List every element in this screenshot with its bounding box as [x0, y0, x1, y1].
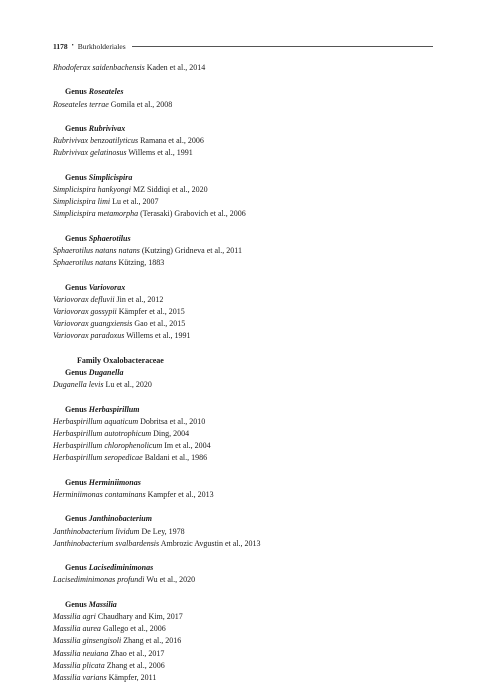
genus-prefix: Genus: [65, 367, 87, 377]
species-entry: [53, 294, 433, 306]
genus-name: Herbaspirillum: [88, 404, 140, 414]
species-entry: [53, 416, 433, 428]
genus-heading: [53, 282, 433, 294]
species-name: Variovorax defluvii: [53, 294, 115, 304]
species-name: Simplicispira hankyongi: [53, 184, 131, 194]
genus-prefix: Genus: [65, 477, 87, 487]
genus-heading: [53, 367, 433, 379]
genus-heading: [53, 172, 433, 184]
species-entry: [53, 611, 433, 623]
species-authority: Willems et al., 1991: [126, 331, 191, 341]
genus-prefix: Genus: [65, 563, 87, 573]
genus-name: Duganella: [88, 367, 124, 377]
species-name: Massilia plicata: [53, 660, 105, 670]
genus-section: [53, 477, 433, 501]
genus-prefix: Genus: [65, 282, 87, 292]
species-name: Herbaspirillum aquaticum: [53, 416, 139, 426]
species-authority: Gallego et al., 2006: [102, 624, 166, 634]
species-name: Massilia agri: [53, 611, 96, 621]
genus-heading: [53, 404, 433, 416]
species-authority: Kampfer et al., 2013: [147, 489, 214, 499]
species-name: Janthinobacterium svalbardensis: [53, 538, 160, 548]
species-name: Herminiimonas contaminans: [53, 489, 146, 499]
species-entry: [53, 99, 433, 111]
species-entry: [53, 147, 433, 159]
species-name: Variovorax gossypii: [53, 306, 117, 316]
species-name: Lacisediminimonas profundi: [53, 575, 145, 585]
family-heading: Family Oxalobacteraceae: [77, 355, 164, 365]
species-authority: Kaden et al., 2014: [146, 63, 206, 72]
species-entry: [53, 672, 433, 684]
genus-name: Rubrivivax: [88, 123, 126, 133]
species-authority: Gao et al., 2015: [134, 319, 186, 329]
genus-section: [53, 233, 433, 270]
species-authority: Im et al., 2004: [164, 441, 211, 451]
species-authority: Kämpfer, 2011: [108, 672, 157, 682]
species-authority: Baldani et al., 1986: [144, 453, 208, 463]
species-authority: Ding, 2004: [153, 428, 190, 438]
species-entry: [53, 379, 433, 391]
genus-heading: [53, 477, 433, 489]
header-separator: •: [71, 43, 74, 49]
genus-name: Roseateles: [88, 87, 124, 97]
genus-section: [53, 282, 433, 343]
species-name: Variovorax paradoxus: [53, 331, 125, 341]
species-name: Herbaspirillum autotrophicum: [53, 428, 152, 438]
species-authority: Gomila et al., 2008: [110, 99, 173, 109]
species-authority: De Ley, 1978: [141, 526, 185, 536]
header-rule: [132, 46, 433, 47]
species-entry: [53, 135, 433, 147]
genus-name: Sphaerotilus: [88, 233, 131, 243]
species-name: Rhodoferax saidenbachensis: [53, 63, 145, 72]
genus-section: [53, 404, 433, 465]
genus-prefix: Genus: [65, 123, 87, 133]
species-list: [53, 62, 433, 696]
species-authority: MZ Siddiqi et al., 2020: [133, 184, 208, 194]
genus-name: Simplicispira: [88, 172, 133, 182]
species-authority: Kützing, 1883: [118, 258, 165, 268]
genus-prefix: Genus: [65, 87, 87, 97]
species-entry: [53, 208, 433, 220]
running-title: Burkholderiales: [77, 41, 126, 51]
genus-prefix: Genus: [65, 514, 87, 524]
species-entry: [53, 574, 433, 586]
species-entry: [53, 62, 433, 74]
genus-heading: [53, 86, 433, 98]
species-name: Herbaspirillum chlorophenolicum: [53, 441, 163, 451]
page-number: 1178: [53, 41, 68, 51]
species-authority: Zhang et al., 2016: [123, 636, 182, 646]
species-entry: [53, 452, 433, 464]
species-authority: Dobritsa et al., 2010: [140, 416, 206, 426]
species-entry: [53, 526, 433, 538]
species-entry: [53, 306, 433, 318]
species-authority: (Terasaki) Grabovich et al., 2006: [140, 209, 246, 219]
genus-section: [53, 123, 433, 160]
genus-name: Massilia: [88, 599, 117, 609]
species-name: Herbaspirillum seropedicae: [53, 453, 143, 463]
species-authority: Wu et al., 2020: [146, 575, 196, 585]
species-name: Massilia varians: [53, 672, 107, 682]
genus-name: Herminiimonas: [88, 477, 141, 487]
species-name: Massilia ginsengisoli: [53, 636, 122, 646]
genus-section: [53, 355, 433, 392]
species-name: Simplicispira limi: [53, 197, 111, 207]
species-entry: [53, 660, 433, 672]
species-authority: Willems et al., 1991: [128, 148, 193, 158]
genus-prefix: Genus: [65, 233, 87, 243]
species-name: Duganella levis: [53, 380, 104, 390]
species-entry: [53, 330, 433, 342]
species-authority: Jin et al., 2012: [116, 294, 164, 304]
genus-prefix: Genus: [65, 404, 87, 414]
species-name: Massilia neuiana: [53, 648, 109, 658]
species-entry: [53, 538, 433, 550]
genus-section: [53, 62, 433, 74]
species-name: Janthinobacterium lividum: [53, 526, 140, 536]
species-name: Roseateles terrae: [53, 99, 109, 109]
species-authority: Zhao et al., 2017: [110, 648, 165, 658]
genus-section: [53, 562, 433, 586]
species-entry: [53, 196, 433, 208]
species-authority: (Kutzing) Gridneva et al., 2011: [141, 245, 242, 255]
genus-heading: [53, 599, 433, 611]
genus-section: [53, 86, 433, 110]
running-header: [53, 40, 433, 52]
genus-name: Variovorax: [88, 282, 126, 292]
species-authority: Ambrozic Avgustin et al., 2013: [160, 538, 261, 548]
species-name: Massilia aurea: [53, 624, 101, 634]
genus-heading: [53, 233, 433, 245]
genus-heading: [53, 513, 433, 525]
species-entry: [53, 489, 433, 501]
genus-name: Lacisediminimonas: [88, 563, 154, 573]
species-entry: [53, 318, 433, 330]
species-name: Rubrivivax gelatinosus: [53, 148, 127, 158]
genus-prefix: Genus: [65, 599, 87, 609]
genus-section: [53, 513, 433, 550]
species-authority: Lu et al., 2020: [105, 380, 152, 390]
species-name: Sphaerotilus natans natans: [53, 245, 140, 255]
species-name: Variovorax guangxiensis: [53, 319, 133, 329]
species-entry: [53, 257, 433, 269]
species-authority: Zhang et al., 2006: [106, 660, 165, 670]
genus-section: [53, 172, 433, 221]
species-entry: [53, 623, 433, 635]
species-name: Rubrivivax benzoatilyticus: [53, 136, 139, 146]
genus-prefix: Genus: [65, 172, 87, 182]
species-name: Sphaerotilus natans: [53, 258, 117, 268]
genus-heading: [53, 562, 433, 574]
species-entry: [53, 635, 433, 647]
species-entry: [53, 648, 433, 660]
species-authority: Ramana et al., 2006: [140, 136, 204, 146]
species-authority: Lu et al., 2007: [112, 197, 159, 207]
species-entry: [53, 245, 433, 257]
genus-heading: [53, 123, 433, 135]
species-entry: [53, 428, 433, 440]
species-authority: Chaudhary and Kim, 2017: [97, 611, 183, 621]
species-entry: [53, 184, 433, 196]
species-authority: Kämpfer et al., 2015: [118, 306, 185, 316]
species-name: Simplicispira metamorpha: [53, 209, 139, 219]
species-entry: [53, 440, 433, 452]
genus-name: Janthinobacterium: [88, 514, 152, 524]
genus-section: [53, 599, 433, 684]
